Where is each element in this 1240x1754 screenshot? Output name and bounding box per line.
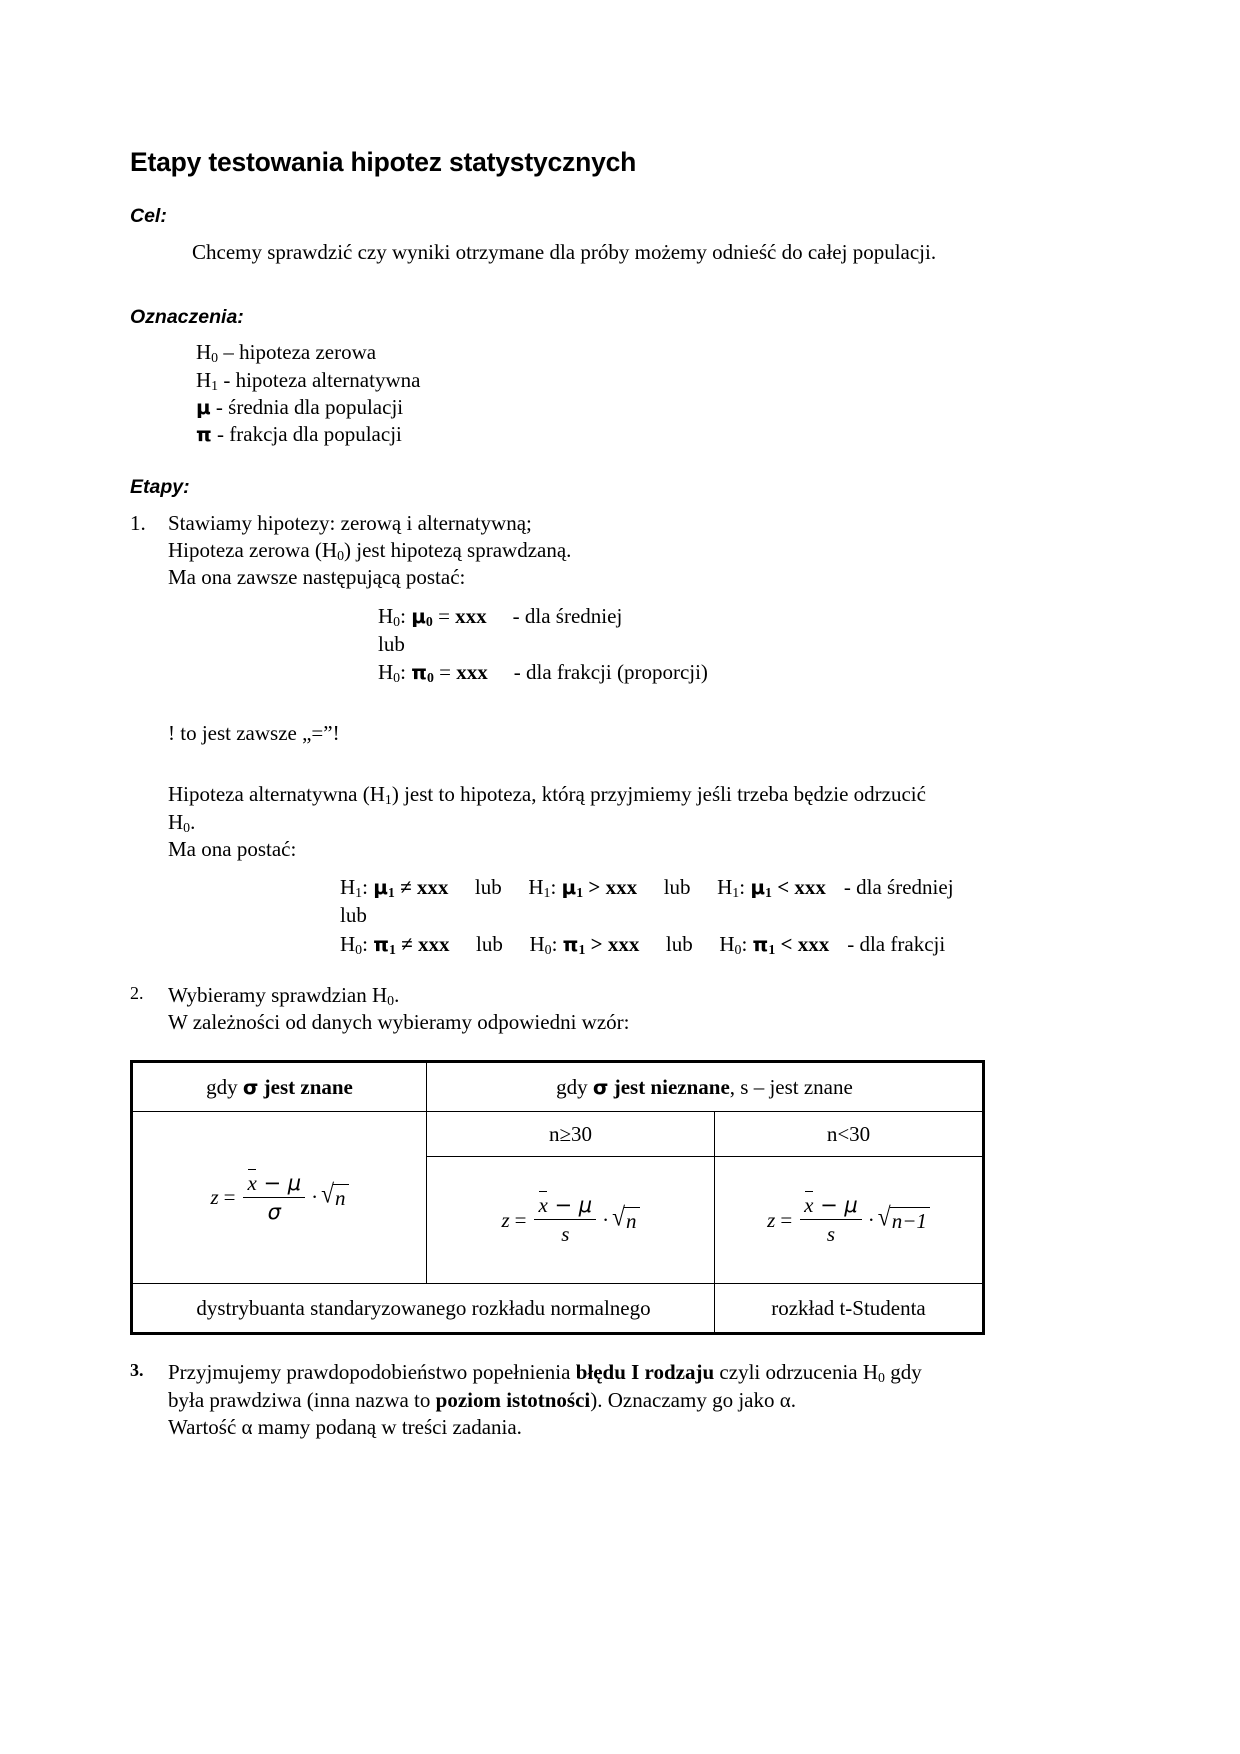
list-item (196, 367, 990, 394)
parameter-pi: π (411, 659, 427, 684)
text-fragment: Hipoteza zerowa (H (168, 538, 338, 563)
h1-mean-row (340, 873, 990, 901)
step-number: 3. (130, 1360, 144, 1381)
subscript: 0 (393, 669, 401, 685)
subscript: 0 (355, 941, 363, 957)
text-fragment: Hipoteza alternatywna (H (168, 782, 385, 807)
subscript: 1 (732, 885, 740, 901)
formula-table (130, 1060, 985, 1335)
hypothesis-label: H (168, 809, 184, 834)
numerator: x − μ (534, 1193, 596, 1220)
z-variable: z (767, 1207, 776, 1232)
table-subheader-n-ge-30: n≥30 (427, 1112, 715, 1157)
separator-lub: lub (665, 931, 693, 956)
table-row (132, 1284, 984, 1334)
text-fragment: czyli odrzucenia H (714, 1360, 879, 1385)
table-header-sigma-unknown (427, 1062, 984, 1112)
alternative-form-line: Ma ona postać: (168, 836, 297, 861)
sigma-symbol: σ (592, 1074, 609, 1099)
multiplication-dot: · (311, 1185, 319, 1210)
text-fragment: . (190, 809, 196, 834)
multiplication-dot: · (867, 1207, 875, 1232)
step-1-line-2 (168, 537, 990, 564)
list-item (196, 394, 990, 421)
hypothesis-label: H (340, 931, 356, 956)
text-fragment: gdy (556, 1074, 593, 1099)
table-header-sigma-known (132, 1062, 427, 1112)
separator-lub: lub (663, 875, 691, 900)
formula-cell-sigma-known (132, 1112, 427, 1284)
cel-paragraph: Chcemy sprawdzić czy wyniki otrzymane dla próby możemy odnieść do całej populacji. (192, 239, 937, 264)
symbol: H (196, 367, 212, 392)
colon: : (400, 603, 412, 628)
section-heading-etapy: Etapy: (130, 476, 190, 499)
hypothesis-label: H (717, 875, 733, 900)
parameter-pi: π (373, 931, 389, 956)
relation: > (590, 931, 603, 956)
step-3-line-3: Wartość α mamy podaną w treści zadania. (168, 1414, 522, 1439)
value: xxx (797, 931, 830, 956)
subscript: 0 (393, 613, 401, 629)
denominator: σ (267, 1200, 281, 1225)
step-2-line-2: W zależności od danych wybieramy odpowiedni wzór: (168, 1009, 630, 1034)
step-2-line-1 (168, 982, 990, 1009)
note: - dla średniej (512, 603, 623, 628)
list-item (196, 421, 990, 448)
numerator: x − μ (800, 1193, 862, 1220)
z-formula-s-large (501, 1193, 639, 1247)
h1-frac-cell-1: $H_0$: $\pi_1$ ≠ xxx (340, 931, 450, 957)
section-heading-cel: Cel: (130, 205, 167, 228)
z-variable: z (210, 1185, 219, 1210)
parameter-pi: π (562, 931, 579, 956)
subscript: 1 (387, 885, 395, 901)
step-2 (130, 982, 990, 1037)
symbol-subscript: 1 (211, 377, 219, 393)
fraction (800, 1193, 862, 1247)
symbol-pi: π (196, 422, 212, 447)
value: xxx (416, 875, 449, 900)
subscript: 0 (337, 548, 345, 564)
relation: ≠ (400, 875, 412, 900)
step-1-line-3: Ma ona zawsze następującą postać: (168, 565, 466, 590)
page-title: Etapy testowania hipotez statystycznych (130, 147, 637, 177)
document-content (130, 148, 990, 1441)
relation: < (777, 875, 790, 900)
hypothesis-label: H (529, 931, 545, 956)
text-fragment: Przyjmujemy prawdopodobieństwo popełnienia (168, 1360, 576, 1385)
subscript: 1 (765, 885, 772, 901)
relation: = (433, 659, 457, 684)
parameter-mu: μ (373, 875, 388, 900)
or-word-1: lub (378, 631, 405, 656)
text-fragment: , s – jest znane (729, 1074, 853, 1099)
radicand: n−1 (890, 1207, 930, 1234)
value: xxx (794, 875, 826, 900)
h1-frac-cell-2: $H_0$: $\pi_1$ > xxx (529, 931, 640, 957)
denominator: s (561, 1222, 570, 1247)
bold-term-error: błędu I rodzaju (575, 1360, 715, 1385)
hypothesis-label: H (340, 875, 356, 900)
step-1 (130, 510, 990, 958)
text-fragment: ) jest hipotezą sprawdzaną. (344, 538, 572, 563)
separator-lub: lub (476, 931, 503, 956)
table-row (132, 1112, 984, 1157)
h0-formula-block (378, 602, 990, 686)
step-3-line-2 (168, 1387, 990, 1414)
multiplication-dot: · (602, 1207, 610, 1232)
subscript: 1 (543, 885, 551, 901)
h1-mean-cell-3: $H_1$: $\mu_1$ < xxx (717, 875, 826, 901)
h0-fraction-formula (378, 658, 990, 686)
oznaczenia-list (196, 339, 990, 448)
or-word-2: lub (340, 903, 367, 928)
h1-formula-block (340, 873, 990, 957)
parameter-pi: π (752, 931, 769, 956)
h1-fraction-row (340, 930, 990, 958)
item-text: - średnia dla populacji (210, 394, 404, 419)
numerator: x − μ (243, 1171, 305, 1198)
table-footer-t-student: rozkład t-Studenta (715, 1284, 984, 1334)
note: - dla frakcji (proporcji) (513, 659, 708, 684)
always-equal-note: ! to jest zawsze „=”! (168, 721, 340, 746)
subscript: 1 (355, 885, 363, 901)
h1-frac-cell-3: $H_0$: $\pi_1$ < xxx (719, 931, 830, 957)
text-fragment: gdy (884, 1360, 922, 1385)
subscript: 0 (544, 941, 552, 957)
text-fragment: . (394, 982, 400, 1007)
subscript: 0 (426, 669, 434, 685)
step-3-body (168, 1359, 990, 1441)
subscript: 1 (576, 885, 584, 901)
symbol-mu: μ (196, 394, 211, 419)
list-item (196, 339, 990, 366)
h1-mean-cell-1: $H_1$: $\mu_1$ ≠ xxx (340, 875, 449, 901)
value: xxx (455, 603, 487, 628)
square-root: √ n (612, 1207, 639, 1234)
text-fragment: ). Oznaczamy go jako α. (590, 1387, 796, 1412)
colon: : (400, 659, 412, 684)
parameter-mu: μ (750, 875, 765, 900)
subscript: 0 (387, 992, 395, 1008)
row-note: - dla frakcji (847, 931, 946, 956)
equals-sign: = (514, 1207, 527, 1232)
subscript: 1 (578, 941, 586, 957)
hypothesis-label: H (528, 875, 544, 900)
relation: = (432, 603, 456, 628)
radicand: n (333, 1184, 349, 1211)
h1-mean-cell-2: $H_1$: $\mu_1$ > xxx (528, 875, 638, 901)
equals-sign: = (223, 1185, 236, 1210)
item-text: - hipoteza alternatywna (218, 367, 421, 392)
step-number: 1. (130, 510, 146, 535)
relation: ≠ (401, 931, 413, 956)
table-subheader-n-lt-30: n<30 (715, 1112, 984, 1157)
text-fragment: była prawdziwa (inna nazwa to (168, 1387, 436, 1412)
formula-cell-n-ge-30 (427, 1157, 715, 1284)
subscript: 1 (768, 941, 776, 957)
section-heading-oznaczenia: Oznaczenia: (130, 305, 244, 328)
symbol-subscript: 0 (211, 350, 219, 366)
equals-sign: = (780, 1207, 793, 1232)
text-fragment: ) jest to hipoteza, którą przyjmiemy jeśli trzeba będzie odrzucić (391, 782, 926, 807)
step-1-line-1: Stawiamy hipotezy: zerową i alternatywną; (168, 510, 532, 535)
bold-term-significance: poziom istotności (435, 1387, 591, 1412)
alternative-hypothesis-paragraph (168, 781, 990, 808)
square-root: √ n−1 (878, 1207, 930, 1234)
parameter-mu: μ (411, 603, 426, 628)
formula-cell-n-lt-30 (715, 1157, 984, 1284)
step-number: 2. (130, 982, 144, 1003)
fraction (534, 1193, 596, 1247)
text-fragment: jest znane (258, 1074, 353, 1099)
h0-mean-formula (378, 602, 990, 630)
value: xxx (456, 659, 488, 684)
hypothesis-label: H (378, 659, 394, 684)
item-text: - frakcja dla populacji (211, 422, 402, 447)
item-text: – hipoteza zerowa (218, 340, 377, 365)
hypothesis-label: H (378, 603, 394, 628)
parameter-mu: μ (561, 875, 577, 900)
step-1-body (168, 510, 990, 958)
table-footer-normal-distribution: dystrybuanta standaryzowanego rozkładu normalnego (132, 1284, 715, 1334)
value: xxx (607, 931, 640, 956)
subscript: 0 (183, 819, 191, 835)
z-formula-s-small (767, 1193, 930, 1247)
fraction (243, 1171, 305, 1224)
relation: < (780, 931, 793, 956)
text-fragment: Wybieramy sprawdzian H (168, 982, 388, 1007)
subscript: 0 (734, 941, 742, 957)
value: xxx (417, 931, 450, 956)
step-3 (130, 1359, 990, 1441)
subscript: 0 (878, 1370, 885, 1386)
alternative-hypothesis-paragraph-cont (168, 809, 990, 836)
z-formula-sigma (210, 1171, 348, 1224)
subscript: 0 (425, 613, 433, 629)
hypothesis-label: H (719, 931, 735, 956)
table-row (132, 1062, 984, 1112)
symbol: H (196, 340, 212, 365)
text-fragment: gdy (206, 1074, 243, 1099)
denominator: s (826, 1222, 836, 1247)
subscript: 1 (384, 792, 392, 808)
step-2-body (168, 982, 990, 1037)
square-root: √ n (321, 1184, 348, 1211)
sigma-symbol: σ (242, 1074, 259, 1099)
z-variable: z (501, 1207, 510, 1232)
row-note: - dla średniej (843, 875, 954, 900)
radicand: n (624, 1207, 640, 1234)
relation: > (588, 875, 601, 900)
value: xxx (605, 875, 638, 900)
subscript: 1 (388, 941, 396, 957)
text-fragment: jest nieznane (608, 1074, 730, 1099)
step-3-line-1 (168, 1359, 990, 1386)
separator-lub: lub (474, 875, 502, 900)
